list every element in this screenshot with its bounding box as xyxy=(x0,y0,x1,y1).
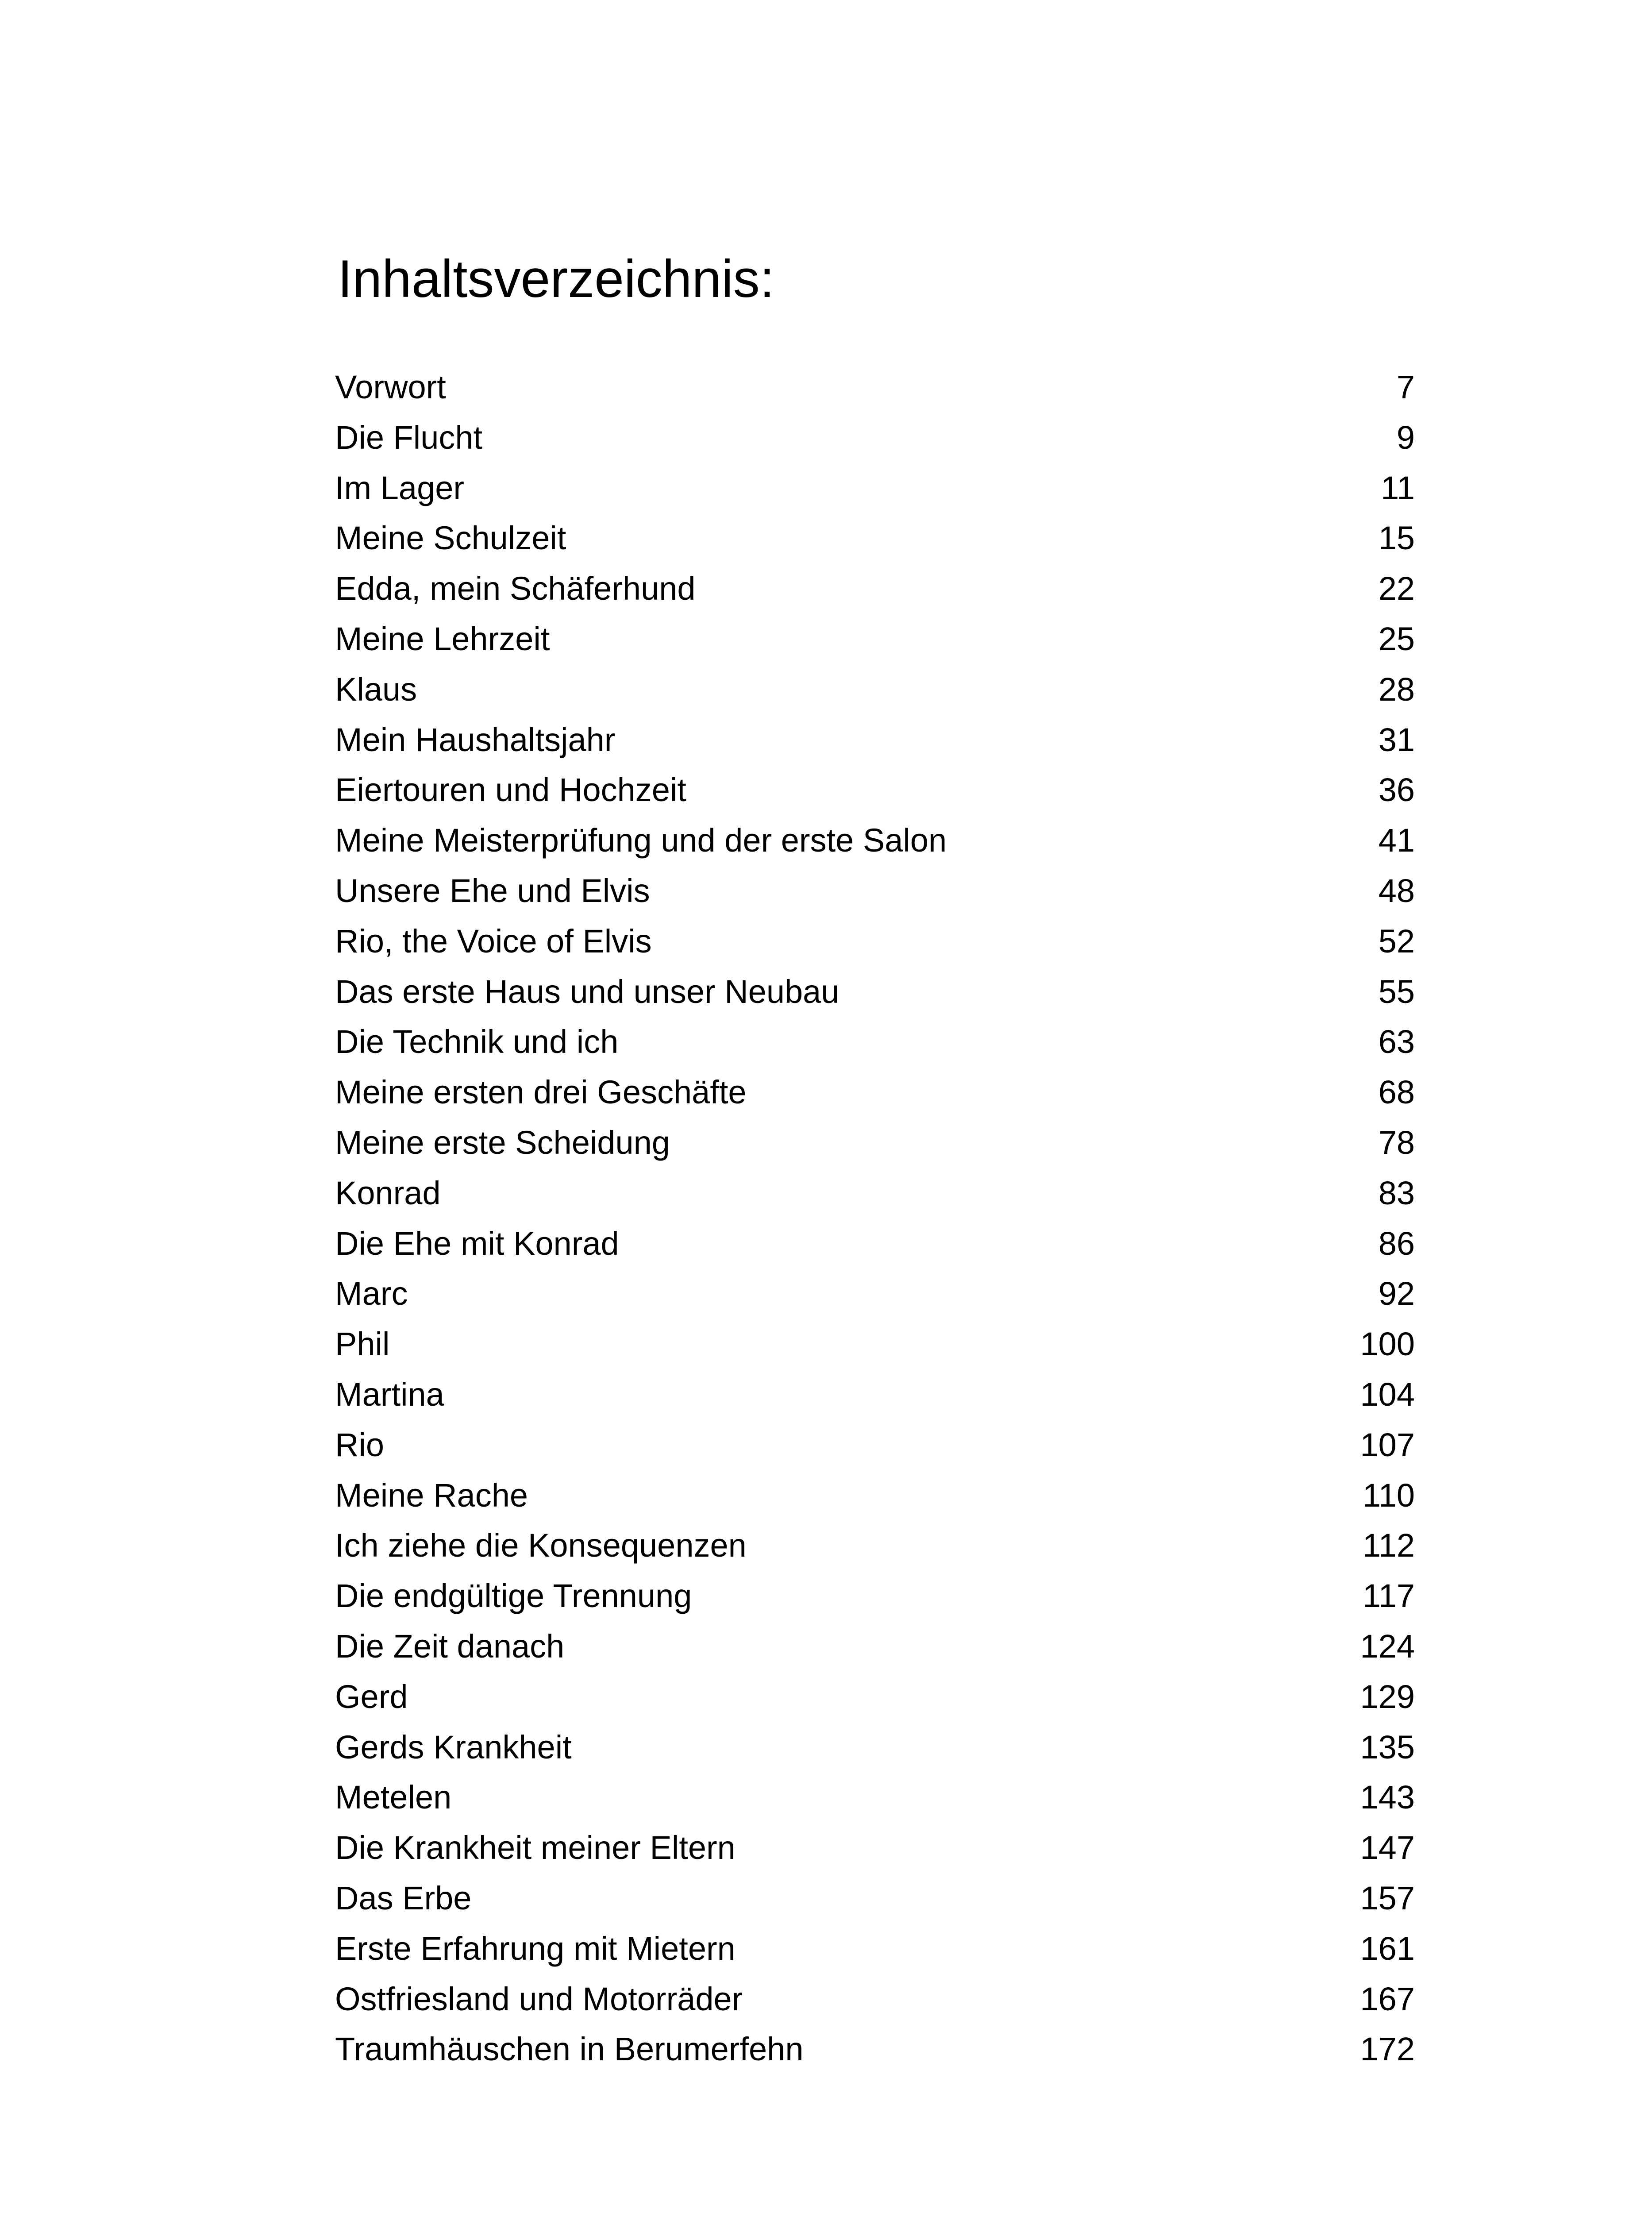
toc-entry-page-number: 9 xyxy=(1396,419,1415,456)
toc-entry-title: Die Ehe mit Konrad xyxy=(335,1225,619,1262)
toc-entry xyxy=(335,1067,1415,1118)
toc-entry-title: Mein Haushaltsjahr xyxy=(335,721,616,758)
toc-entry xyxy=(335,1319,1415,1369)
toc-entry xyxy=(335,463,1415,513)
toc-entry-title: Konrad xyxy=(335,1174,441,1211)
toc-entry-page-number: 110 xyxy=(1363,1477,1415,1514)
toc-entry-title: Im Lager xyxy=(335,469,465,506)
toc-entry-title: Marc xyxy=(335,1275,408,1312)
toc-entry-title: Phil xyxy=(335,1326,390,1363)
toc-entry-page-number: 147 xyxy=(1360,1829,1415,1866)
toc-entry xyxy=(335,1520,1415,1571)
toc-entry-title: Meine Lehrzeit xyxy=(335,620,550,657)
toc-entry xyxy=(335,1672,1415,1722)
toc-entry xyxy=(335,2024,1415,2074)
toc-entry-page-number: 52 xyxy=(1378,922,1415,960)
toc-entry-title: Rio xyxy=(335,1426,385,1463)
toc-entry-title: Meine erste Scheidung xyxy=(335,1124,670,1161)
toc-entry-page-number: 11 xyxy=(1381,469,1415,506)
toc-entry xyxy=(335,967,1415,1017)
toc-entry-title: Meine Schulzeit xyxy=(335,520,566,557)
toc-entry-page-number: 86 xyxy=(1378,1225,1415,1262)
toc-entry-title: Edda, mein Schäferhund xyxy=(335,570,696,607)
toc-entry xyxy=(335,866,1415,916)
toc-entry-title: Das Erbe xyxy=(335,1879,472,1916)
toc-entry-page-number: 124 xyxy=(1360,1627,1415,1665)
toc-entry xyxy=(335,815,1415,866)
toc-entry xyxy=(335,563,1415,614)
toc-entry-page-number: 31 xyxy=(1378,721,1415,758)
toc-entry-page-number: 112 xyxy=(1363,1527,1415,1564)
toc-entry-page-number: 107 xyxy=(1360,1426,1415,1463)
toc-entry xyxy=(335,664,1415,715)
toc-entry-page-number: 7 xyxy=(1396,369,1415,405)
toc-entry-title: Gerds Krankheit xyxy=(335,1728,572,1766)
toc-entry-page-number: 55 xyxy=(1378,973,1415,1010)
toc-entry-title: Meine ersten drei Geschäfte xyxy=(335,1074,747,1111)
toc-entry-page-number: 104 xyxy=(1360,1376,1415,1413)
toc-entry-page-number: 28 xyxy=(1378,671,1415,708)
toc-entry-title: Traumhäuschen in Berumerfehn xyxy=(335,2031,804,2068)
toc-entry xyxy=(335,916,1415,967)
toc-entry xyxy=(335,1823,1415,1873)
toc-entry-page-number: 167 xyxy=(1360,1980,1415,2017)
toc-entry-page-number: 36 xyxy=(1378,771,1415,809)
toc-entry xyxy=(335,715,1415,765)
toc-entry xyxy=(335,1369,1415,1420)
toc-entry-page-number: 83 xyxy=(1378,1174,1415,1211)
toc-entry-title: Die Zeit danach xyxy=(335,1627,565,1665)
toc-entry xyxy=(335,1118,1415,1168)
toc-entry-title: Vorwort xyxy=(335,369,446,405)
toc-entry xyxy=(335,1168,1415,1218)
toc-entry xyxy=(335,1722,1415,1773)
toc-entry xyxy=(335,1772,1415,1823)
toc-entry xyxy=(335,1470,1415,1521)
toc-entry-page-number: 48 xyxy=(1378,872,1415,909)
toc-entry-page-number: 135 xyxy=(1360,1728,1415,1766)
toc-entry-title: Eiertouren und Hochzeit xyxy=(335,771,686,809)
toc-entry xyxy=(335,413,1415,463)
toc-entry-title: Meine Meisterprüfung und der erste Salon xyxy=(335,822,947,859)
toc-entry-page-number: 68 xyxy=(1378,1074,1415,1111)
toc-entry-title: Die Krankheit meiner Eltern xyxy=(335,1829,736,1866)
toc-entry-title: Meine Rache xyxy=(335,1477,528,1514)
toc-entry-page-number: 117 xyxy=(1363,1577,1415,1615)
toc-entry-title: Erste Erfahrung mit Mietern xyxy=(335,1930,736,1967)
toc-entry-page-number: 129 xyxy=(1360,1678,1415,1715)
toc-entry-page-number: 161 xyxy=(1360,1930,1415,1967)
toc-entry xyxy=(335,362,1415,413)
toc-entry-page-number: 22 xyxy=(1378,570,1415,607)
toc-heading: Inhaltsverzeichnis: xyxy=(338,249,775,308)
toc-entry-title: Gerd xyxy=(335,1678,408,1715)
toc-entry-title: Ostfriesland und Motorräder xyxy=(335,1980,743,2017)
toc-entry-page-number: 157 xyxy=(1360,1879,1415,1916)
toc-entry-page-number: 92 xyxy=(1378,1275,1415,1312)
toc-entry-title: Martina xyxy=(335,1376,444,1413)
toc-entry-page-number: 25 xyxy=(1378,620,1415,657)
toc-entry-title: Metelen xyxy=(335,1779,452,1816)
toc-entry xyxy=(335,1974,1415,2024)
toc-entry-page-number: 15 xyxy=(1378,520,1415,557)
toc-entry-page-number: 63 xyxy=(1378,1023,1415,1060)
toc-entry xyxy=(335,1571,1415,1621)
toc-entry xyxy=(335,1017,1415,1067)
toc-entry-page-number: 143 xyxy=(1360,1779,1415,1816)
toc-entry-title: Rio, the Voice of Elvis xyxy=(335,922,652,960)
toc-entry xyxy=(335,765,1415,815)
toc-entry-title: Die endgültige Trennung xyxy=(335,1577,692,1615)
toc-list xyxy=(335,362,1415,2074)
toc-entry xyxy=(335,513,1415,563)
toc-entry xyxy=(335,1268,1415,1319)
toc-entry xyxy=(335,614,1415,664)
toc-entry xyxy=(335,1420,1415,1470)
toc-entry-title: Unsere Ehe und Elvis xyxy=(335,872,650,909)
toc-entry-page-number: 100 xyxy=(1360,1326,1415,1363)
toc-entry-page-number: 172 xyxy=(1360,2031,1415,2068)
toc-entry-title: Das erste Haus und unser Neubau xyxy=(335,973,839,1010)
toc-entry xyxy=(335,1218,1415,1269)
toc-entry-title: Klaus xyxy=(335,671,417,708)
toc-entry-title: Die Technik und ich xyxy=(335,1023,619,1060)
toc-entry xyxy=(335,1873,1415,1924)
toc-entry-page-number: 41 xyxy=(1378,822,1415,859)
toc-entry-title: Ich ziehe die Konsequenzen xyxy=(335,1527,747,1564)
toc-entry-page-number: 78 xyxy=(1378,1124,1415,1161)
toc-entry-title: Die Flucht xyxy=(335,419,483,456)
toc-entry xyxy=(335,1924,1415,1974)
toc-entry xyxy=(335,1621,1415,1672)
